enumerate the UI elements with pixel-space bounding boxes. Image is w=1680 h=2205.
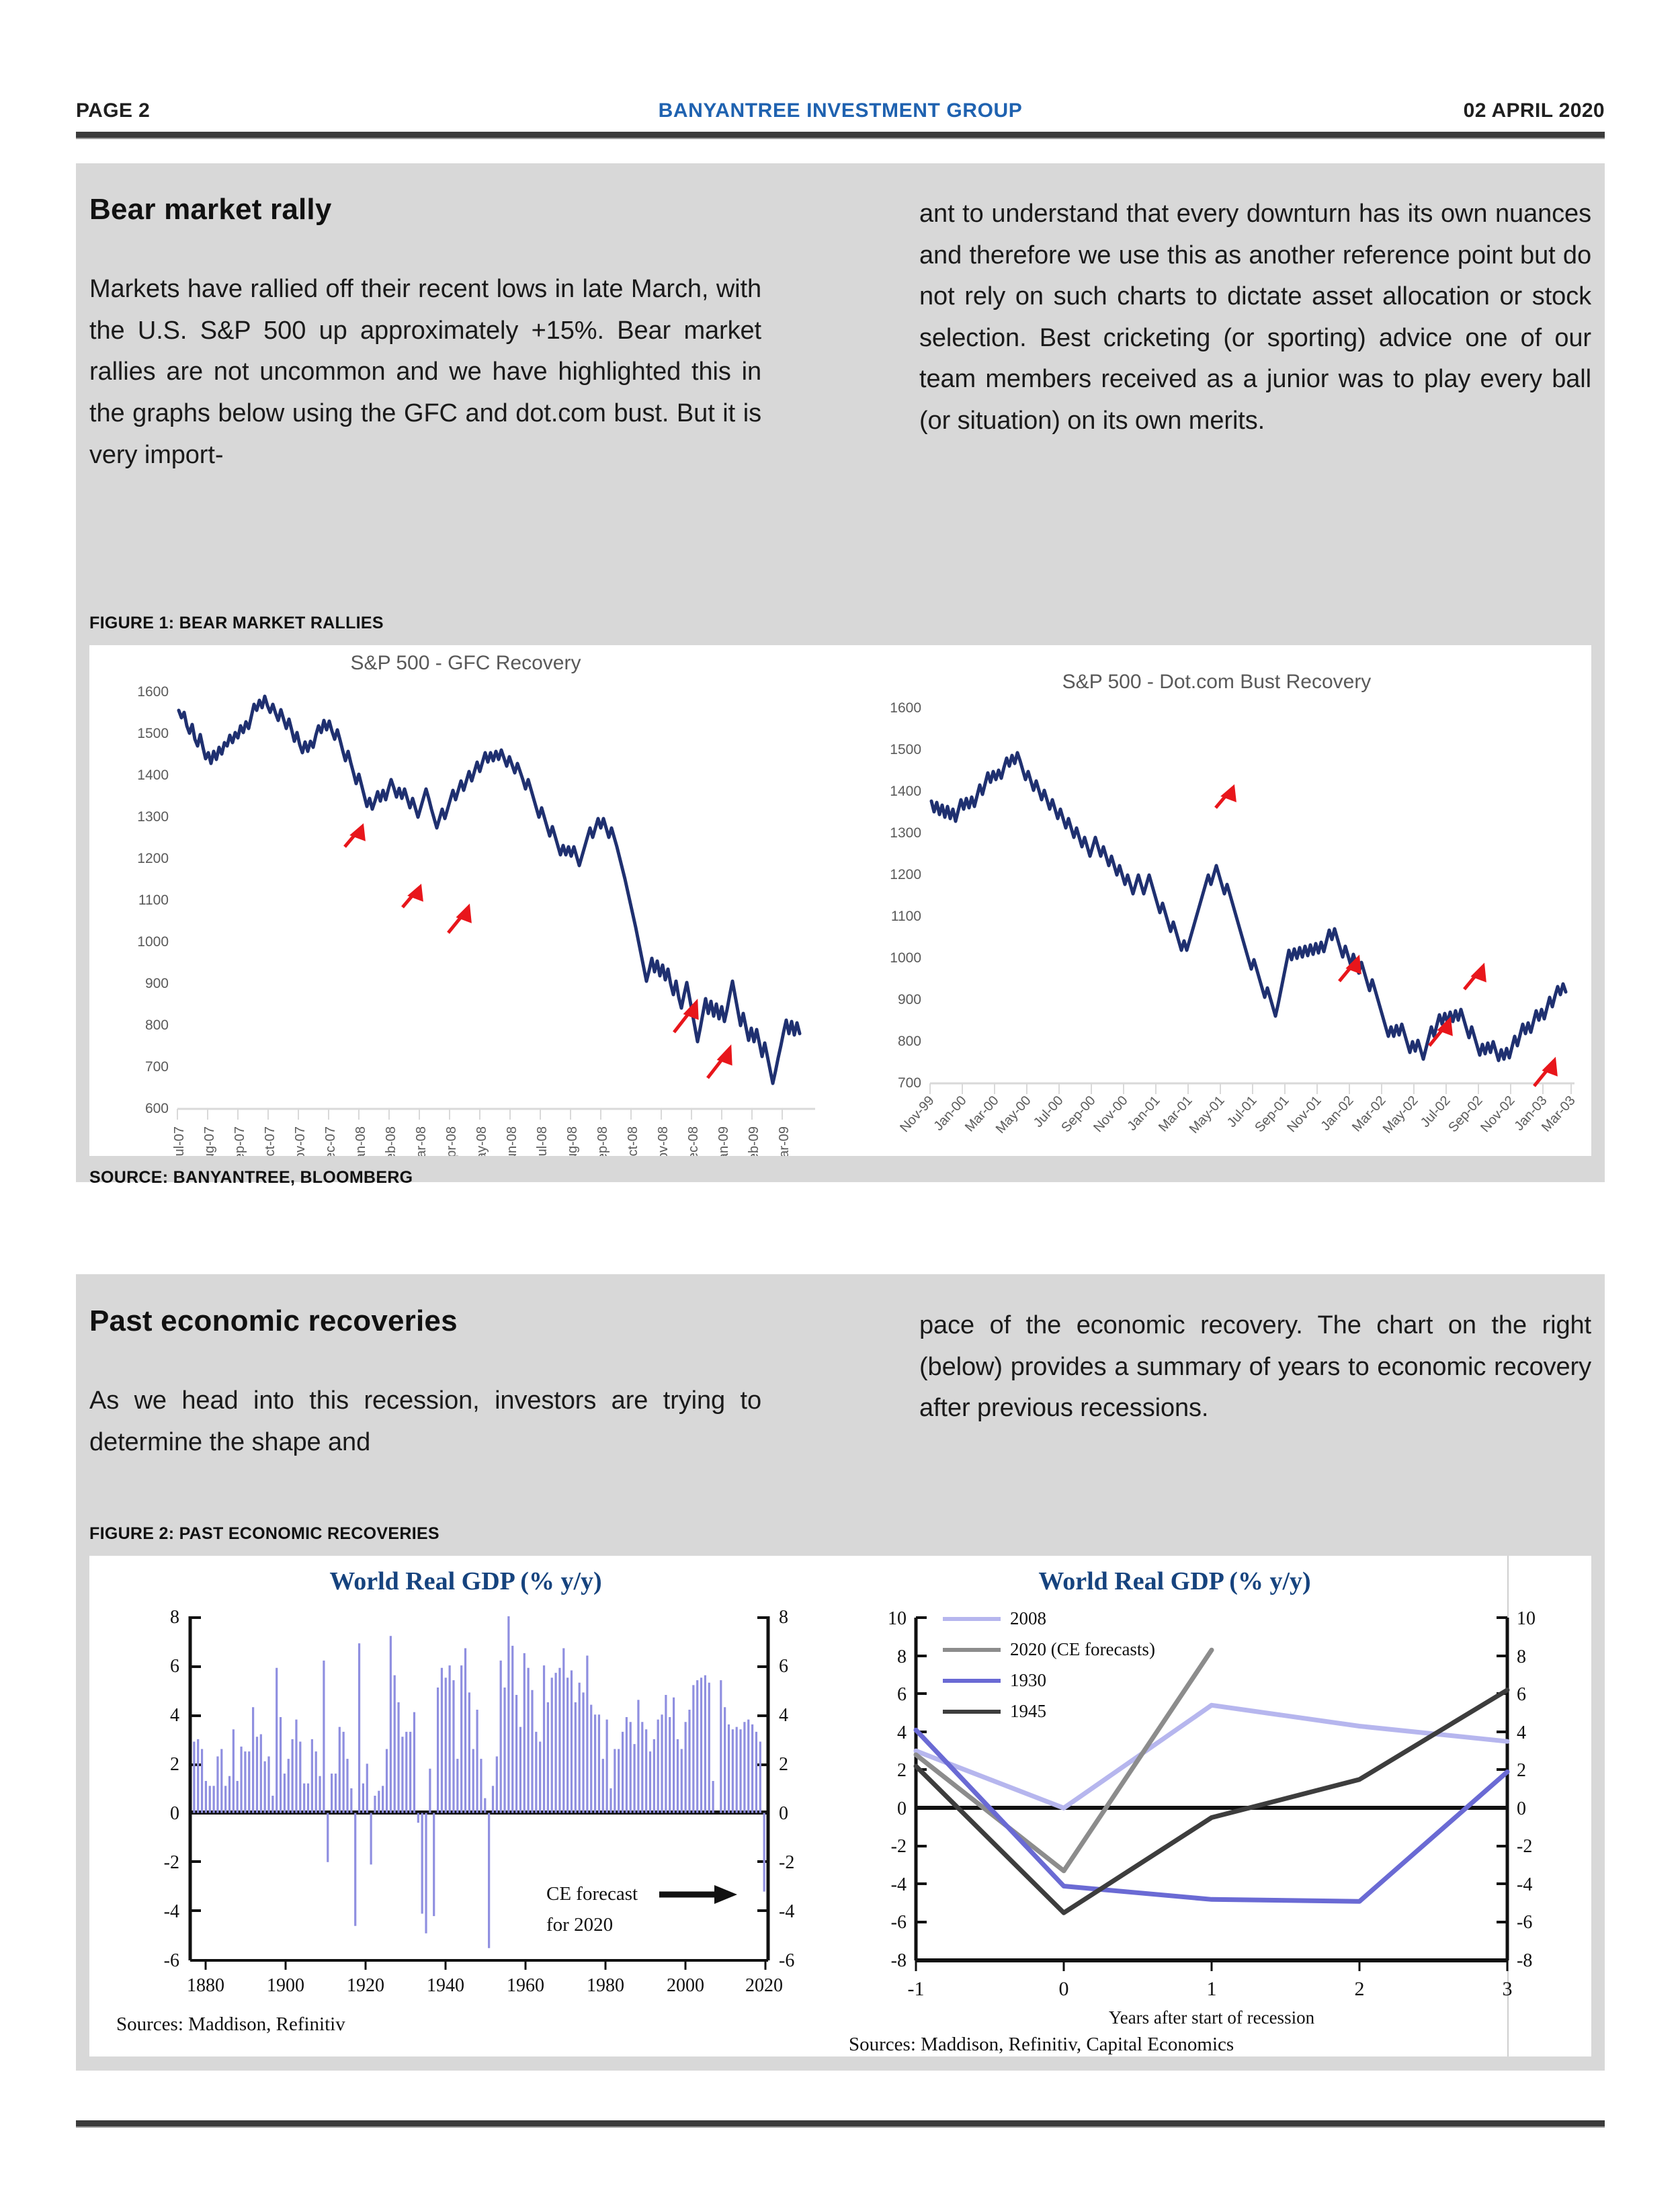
svg-text:8: 8 — [1517, 1647, 1526, 1667]
figure1-chart-container — [89, 645, 1591, 1156]
svg-text:2: 2 — [779, 1754, 788, 1775]
svg-text:Oct-07: Oct-07 — [263, 1126, 278, 1156]
svg-text:Jul-02: Jul-02 — [1417, 1093, 1454, 1130]
legend-item-2020-ce-forecasts- — [943, 1639, 1155, 1660]
svg-text:6: 6 — [170, 1656, 179, 1677]
svg-text:1400: 1400 — [890, 784, 921, 799]
svg-text:-4: -4 — [163, 1901, 179, 1922]
svg-text:4: 4 — [897, 1722, 907, 1743]
svg-text:May-01: May-01 — [1186, 1093, 1228, 1136]
legend-swatch — [943, 1648, 1001, 1652]
svg-text:800: 800 — [897, 1034, 921, 1049]
ce-forecast-arrow-icon — [659, 1885, 737, 1904]
svg-text:0: 0 — [1517, 1798, 1526, 1819]
svg-text:1000: 1000 — [137, 934, 169, 950]
svg-text:Jan-02: Jan-02 — [1318, 1093, 1357, 1134]
svg-text:1: 1 — [1206, 1978, 1217, 2000]
chart-sp500-dotcom-recovery — [842, 645, 1591, 1156]
ce-forecast-line2: for 2020 — [546, 1914, 614, 1936]
svg-text:Jan-00: Jan-00 — [931, 1093, 970, 1134]
svg-text:4: 4 — [170, 1705, 179, 1726]
chart-world-gdp-recoveries — [842, 1556, 1591, 2056]
svg-text:Jul-01: Jul-01 — [1224, 1093, 1260, 1130]
svg-text:Oct-08: Oct-08 — [626, 1126, 640, 1156]
svg-text:-6: -6 — [890, 1912, 907, 1933]
svg-text:Apr-08: Apr-08 — [444, 1126, 459, 1156]
svg-text:Sep-02: Sep-02 — [1445, 1093, 1486, 1136]
legend-label: 2020 (CE forecasts) — [1010, 1639, 1155, 1659]
svg-text:-8: -8 — [890, 1950, 907, 1971]
svg-text:0: 0 — [779, 1803, 788, 1824]
svg-text:-6: -6 — [163, 1950, 179, 1971]
svg-text:1000: 1000 — [890, 950, 921, 966]
svg-text:Mar-00: Mar-00 — [962, 1093, 1002, 1135]
svg-text:Dec-08: Dec-08 — [686, 1126, 701, 1156]
header-rule — [76, 132, 1605, 139]
chart-d-xlabel: Years after start of recession — [1108, 2007, 1315, 2028]
svg-text:4: 4 — [1517, 1722, 1526, 1743]
legend-swatch — [943, 1710, 1001, 1714]
svg-text:Feb-09: Feb-09 — [747, 1126, 761, 1156]
svg-text:4: 4 — [779, 1705, 788, 1726]
chart-a-title: S&P 500 - GFC Recovery — [350, 652, 581, 674]
legend-swatch — [943, 1679, 1001, 1683]
legend-swatch — [943, 1617, 1001, 1621]
chart-c-svg — [89, 1556, 842, 2056]
svg-text:1100: 1100 — [138, 892, 169, 908]
section2-right-paragraph: pace of the economic recovery. The chart on the right (below) provides a summary of years to economic recovery after previous recessions. — [919, 1311, 1591, 1423]
svg-text:2000: 2000 — [667, 1975, 704, 1996]
svg-text:2: 2 — [1517, 1760, 1526, 1781]
ce-forecast-annotation — [546, 1883, 737, 1936]
svg-text:1300: 1300 — [137, 809, 169, 825]
svg-text:May-08: May-08 — [474, 1126, 489, 1156]
svg-text:8: 8 — [779, 1607, 788, 1628]
svg-text:1880: 1880 — [187, 1975, 224, 1996]
legend-item-1930 — [943, 1670, 1046, 1691]
svg-text:1960: 1960 — [507, 1975, 544, 1996]
svg-text:1600: 1600 — [890, 700, 921, 716]
svg-text:Mar-01: Mar-01 — [1155, 1093, 1195, 1135]
svg-text:-4: -4 — [890, 1874, 907, 1895]
section2-left-column — [89, 1305, 761, 1463]
svg-text:700: 700 — [144, 1059, 169, 1075]
svg-text:2: 2 — [897, 1760, 907, 1781]
svg-text:900: 900 — [897, 992, 921, 1007]
svg-text:Nov-02: Nov-02 — [1478, 1093, 1518, 1136]
figure1-caption: FIGURE 1: BEAR MARKET RALLIES — [89, 614, 384, 632]
svg-text:2: 2 — [170, 1754, 179, 1775]
svg-text:Jul-00: Jul-00 — [1030, 1093, 1066, 1130]
svg-text:1200: 1200 — [137, 851, 169, 866]
svg-text:-2: -2 — [1517, 1836, 1533, 1857]
publisher-title: BANYANTREE INVESTMENT GROUP — [658, 99, 1023, 122]
svg-text:Feb-08: Feb-08 — [384, 1126, 398, 1156]
figure2-chart-container — [89, 1556, 1591, 2056]
legend-item-2008 — [943, 1608, 1046, 1629]
svg-text:1100: 1100 — [890, 909, 921, 924]
svg-text:Nov-01: Nov-01 — [1284, 1093, 1325, 1136]
svg-text:Nov-07: Nov-07 — [293, 1126, 308, 1156]
chart-a-svg — [89, 645, 842, 1156]
legend-label: 1930 — [1010, 1670, 1046, 1690]
svg-text:-2: -2 — [779, 1852, 795, 1873]
section2-left-paragraph: As we head into this recession, investors are trying to determine the shape and — [89, 1386, 761, 1456]
section2-right-column — [919, 1305, 1591, 1429]
chart-b-svg — [842, 645, 1591, 1156]
legend-item-1945 — [943, 1701, 1046, 1722]
svg-text:-8: -8 — [1517, 1950, 1533, 1971]
svg-text:Aug-07: Aug-07 — [202, 1126, 217, 1156]
rally-arrow-group — [1216, 788, 1556, 1086]
svg-text:1500: 1500 — [137, 726, 169, 741]
svg-text:6: 6 — [1517, 1684, 1526, 1705]
svg-text:Sep-07: Sep-07 — [233, 1126, 247, 1156]
svg-text:Jul-07: Jul-07 — [172, 1126, 187, 1156]
svg-text:May-02: May-02 — [1380, 1093, 1421, 1136]
svg-text:0: 0 — [1058, 1978, 1069, 2000]
svg-text:Mar-08: Mar-08 — [414, 1126, 429, 1156]
ce-forecast-line1: CE forecast — [546, 1883, 638, 1905]
svg-text:3: 3 — [1502, 1978, 1513, 2000]
svg-text:Sep-00: Sep-00 — [1058, 1093, 1099, 1136]
gdp-bar-series — [194, 1616, 764, 1948]
svg-text:0: 0 — [170, 1803, 179, 1824]
chart-b-title: S&P 500 - Dot.com Bust Recovery — [1062, 671, 1372, 693]
svg-text:Nov-99: Nov-99 — [897, 1093, 937, 1136]
svg-text:1200: 1200 — [890, 867, 921, 882]
section1-left-column — [89, 194, 761, 476]
svg-text:Jul-08: Jul-08 — [535, 1126, 550, 1156]
page-header — [76, 87, 1605, 134]
svg-text:Mar-02: Mar-02 — [1349, 1093, 1389, 1135]
rally-arrow-group — [345, 827, 730, 1078]
svg-text:1300: 1300 — [890, 825, 921, 841]
svg-text:1980: 1980 — [587, 1975, 624, 1996]
svg-text:-4: -4 — [1517, 1874, 1533, 1895]
svg-text:Sep-01: Sep-01 — [1252, 1093, 1292, 1136]
figure1-source: SOURCE: BANYANTREE, BLOOMBERG — [89, 1168, 413, 1187]
svg-text:6: 6 — [897, 1684, 907, 1705]
chart-d-source: Sources: Maddison, Refinitiv, Capital Economics — [849, 2034, 1234, 2055]
svg-text:10: 10 — [1517, 1608, 1536, 1629]
legend-label: 2008 — [1010, 1608, 1046, 1628]
figure2-caption: FIGURE 2: PAST ECONOMIC RECOVERIES — [89, 1524, 439, 1543]
svg-text:2: 2 — [1354, 1978, 1365, 2000]
section1-left-paragraph: Markets have rallied off their recent lows in late March, with the U.S. S&P 500 up approximately +15%. Bear market rallies are not uncommon and we have highlighted this in the graphs below using the GFC and dot.com bust. But it is very import- — [89, 275, 761, 469]
svg-text:Sep-08: Sep-08 — [595, 1126, 610, 1156]
svg-text:Nov-08: Nov-08 — [656, 1126, 671, 1156]
svg-text:Jan-01: Jan-01 — [1124, 1093, 1163, 1134]
section2-heading: Past economic recoveries — [89, 1304, 458, 1337]
chart-c-title: World Real GDP (% y/y) — [329, 1567, 602, 1595]
svg-text:6: 6 — [779, 1656, 788, 1677]
recovery-line-1945 — [916, 1690, 1507, 1913]
publication-date: 02 APRIL 2020 — [1463, 99, 1605, 122]
svg-text:Mar-09: Mar-09 — [777, 1126, 792, 1156]
chart-d-svg — [842, 1556, 1591, 2056]
section1-heading: Bear market rally — [89, 193, 332, 226]
svg-text:10: 10 — [888, 1608, 907, 1629]
svg-text:-6: -6 — [779, 1950, 795, 1971]
svg-text:8: 8 — [170, 1607, 179, 1628]
svg-text:Jan-08: Jan-08 — [353, 1126, 368, 1156]
svg-text:8: 8 — [897, 1647, 907, 1667]
svg-text:1900: 1900 — [267, 1975, 304, 1996]
chart-c-source: Sources: Maddison, Refinitiv — [116, 2013, 345, 2035]
section1-right-paragraph: ant to understand that every downturn has its own nuances and therefore we use this as another reference point but do not rely on such charts to dictate asset allocation or stock selection. Best cricketing (or sporting) advice one of our team members received as a junior was to play every ball (or situation) on its own merits. — [919, 200, 1591, 435]
svg-text:700: 700 — [897, 1075, 921, 1091]
svg-text:-2: -2 — [163, 1852, 179, 1873]
svg-text:May-00: May-00 — [993, 1093, 1034, 1136]
section1-right-column — [919, 194, 1591, 442]
svg-text:Jun-08: Jun-08 — [505, 1126, 519, 1156]
svg-text:600: 600 — [144, 1101, 169, 1116]
footer-rule — [76, 2120, 1605, 2128]
svg-text:1500: 1500 — [890, 742, 921, 757]
chart-sp500-gfc-recovery — [89, 645, 842, 1156]
svg-text:Aug-08: Aug-08 — [565, 1126, 580, 1156]
svg-text:1600: 1600 — [137, 684, 169, 700]
svg-text:900: 900 — [144, 976, 169, 991]
svg-text:2020: 2020 — [745, 1975, 783, 1996]
svg-text:Dec-07: Dec-07 — [323, 1126, 338, 1156]
chart-d-title: World Real GDP (% y/y) — [1038, 1567, 1311, 1595]
svg-text:0: 0 — [897, 1798, 907, 1819]
chart-world-gdp-history — [89, 1556, 842, 2056]
svg-text:Jan-03: Jan-03 — [1511, 1093, 1550, 1134]
svg-text:Nov-00: Nov-00 — [1091, 1093, 1131, 1136]
svg-text:1920: 1920 — [347, 1975, 384, 1996]
page-number-label: PAGE 2 — [76, 99, 151, 122]
svg-text:-6: -6 — [1517, 1912, 1533, 1933]
svg-text:Mar-03: Mar-03 — [1538, 1093, 1579, 1135]
svg-text:Jan-09: Jan-09 — [716, 1126, 731, 1156]
svg-text:-1: -1 — [907, 1978, 925, 2000]
svg-text:-4: -4 — [779, 1901, 795, 1922]
svg-text:-2: -2 — [890, 1836, 907, 1857]
svg-text:1940: 1940 — [427, 1975, 464, 1996]
svg-text:800: 800 — [144, 1017, 169, 1033]
legend-label: 1945 — [1010, 1701, 1046, 1721]
svg-text:1400: 1400 — [137, 767, 169, 783]
